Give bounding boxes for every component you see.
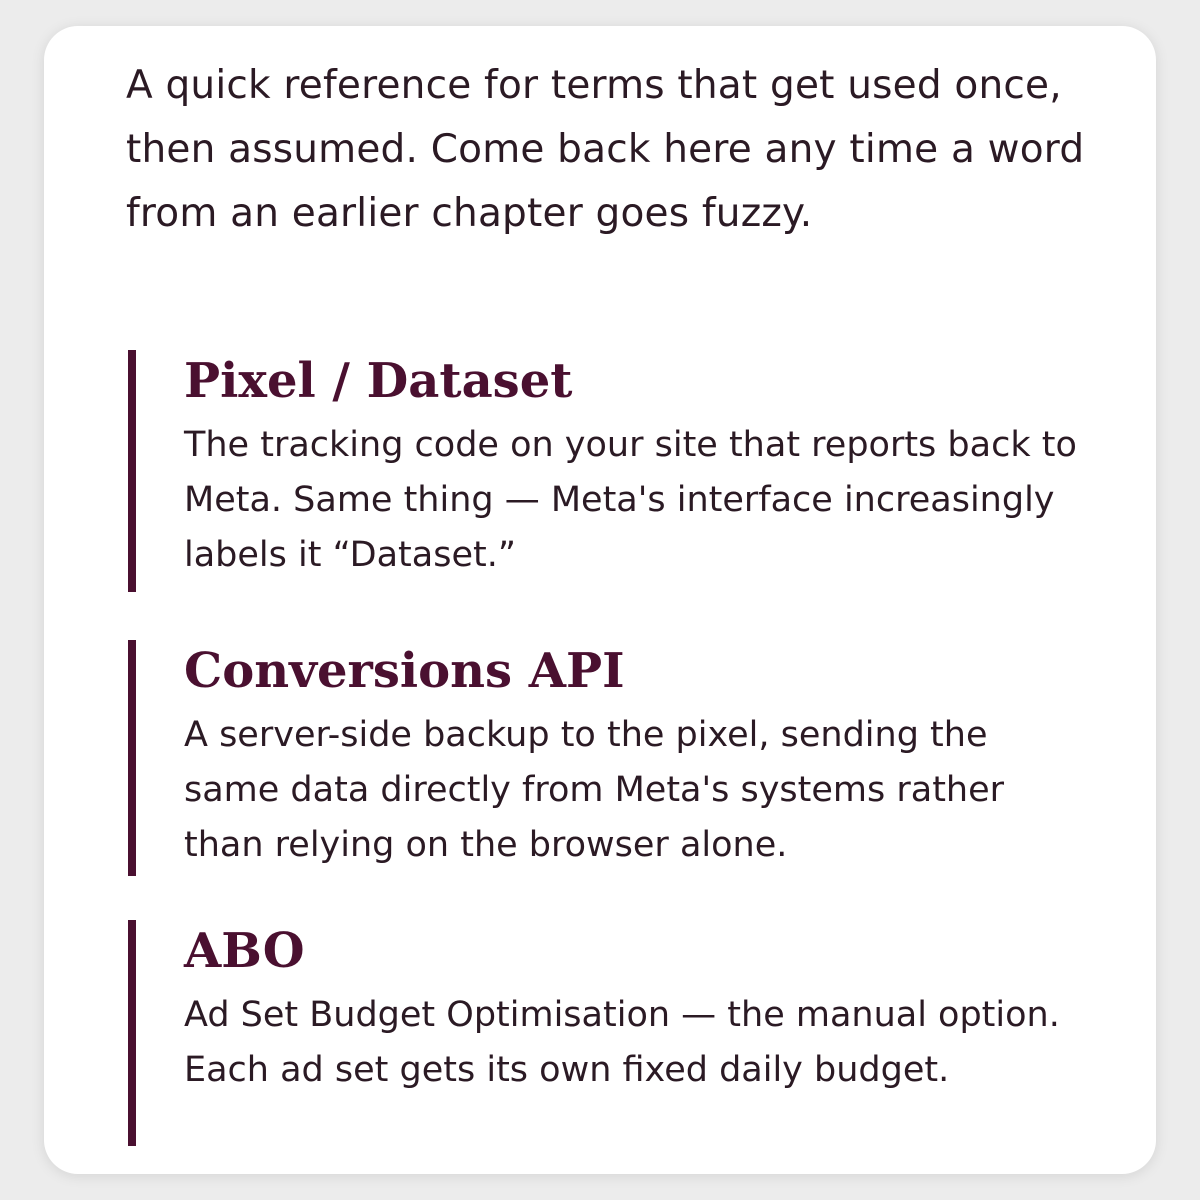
glossary-entry-abo (128, 920, 1088, 1146)
entry-definition: The tracking code on your site that reports back to Meta. Same thing — Meta's interface increasingly labels it “Dataset.” (184, 425, 1077, 575)
entry-definition: Ad Set Budget Optimisation — the manual option. Each ad set gets its own fixed daily budget. (184, 995, 1060, 1090)
entry-definition: A server-side backup to the pixel, sending the same data directly from Meta's systems rather than relying on the browser alone. (184, 715, 1005, 865)
intro-text: A quick reference for terms that get used once, then assumed. Come back here any time a word from an earlier chapter goes fuzzy. (126, 63, 1085, 236)
entry-term: ABO (184, 923, 305, 979)
glossary-entry-pixel-dataset (128, 350, 1088, 592)
entry-term: Pixel / Dataset (184, 353, 573, 409)
glossary-card (44, 26, 1156, 1174)
glossary-entry-conversions-api (128, 640, 1088, 876)
entry-term: Conversions API (184, 643, 625, 699)
